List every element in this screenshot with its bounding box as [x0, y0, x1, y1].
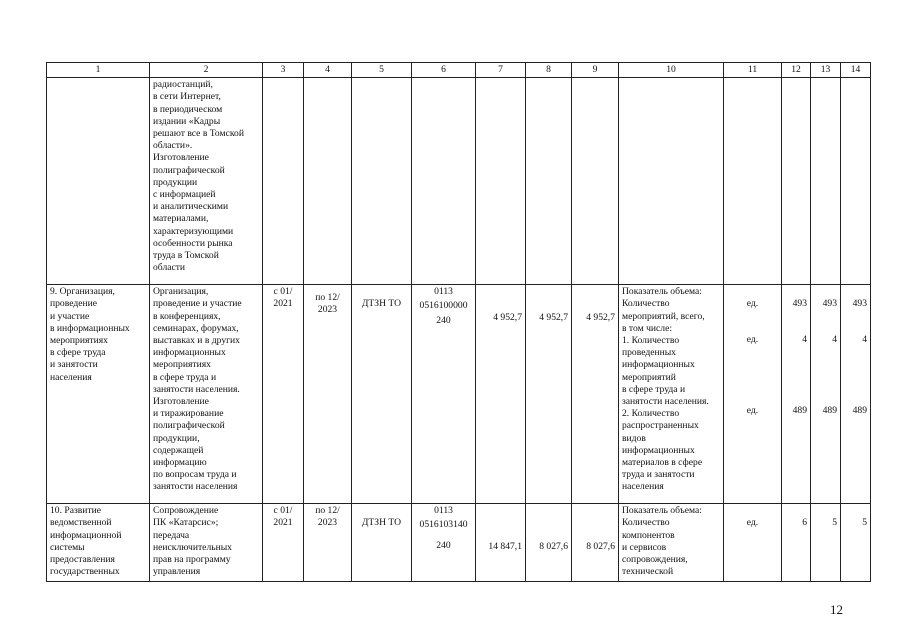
header-cell: 12 — [782, 63, 811, 78]
cell-amount-period — [572, 504, 619, 582]
budget-code-type: 240 — [436, 314, 451, 326]
header-cell: 5 — [352, 63, 412, 78]
cell-unit — [724, 504, 782, 582]
header-cell: 7 — [476, 63, 526, 78]
cell-budget-code — [412, 285, 476, 504]
budget-code-article: 0516100000 — [419, 300, 468, 312]
cell-executor — [352, 504, 412, 582]
cell-empty — [572, 78, 619, 285]
cell-executor — [352, 285, 412, 504]
value-text: 5 — [862, 517, 867, 529]
cell-value-col13 — [811, 285, 841, 504]
header-cell: 11 — [724, 63, 782, 78]
table-row-continued — [47, 78, 871, 285]
header-cell: 3 — [263, 63, 304, 78]
indicator-text-2: 2. Количество распространенных видов информационных материалов в сфере труда и занятости населения — [622, 408, 703, 493]
amount-period-text: 8 027,6 — [586, 541, 615, 553]
cell-empty — [724, 78, 782, 285]
page-number: 12 — [830, 602, 843, 617]
cell-unit — [724, 285, 782, 504]
cell-end-date: по 12/ 2023 — [304, 504, 352, 582]
value-text: 493 — [822, 298, 837, 310]
indicator-text-1: 1. Количество проведенных информационных мероприятий в сфере труда и занятости населения. — [622, 335, 709, 408]
cell-empty — [619, 78, 724, 285]
amount-year-text: 4 952,7 — [539, 312, 568, 324]
cell-end-date: по 12/ 2023 — [304, 285, 352, 504]
cell-description: Сопровождение ПК «Катарсис»; передача неисключительных прав на программу управления — [150, 504, 263, 582]
cell-description: Организация, проведение и участие в конференциях, семинарах, форумах, выставках и в других информационных мероприятиях в сфере труда и занятости населения. Изготовление и тиражирование полиграфической продукции, содержащей информацию по вопросам труда и занятости населения — [150, 285, 263, 504]
cell-amount-year — [526, 504, 572, 582]
cell-budget-code — [412, 504, 476, 582]
cell-empty — [476, 78, 526, 285]
cell-empty — [526, 78, 572, 285]
value-text: 489 — [852, 404, 867, 416]
cell-empty — [811, 78, 841, 285]
budget-code-section: 0113 — [434, 286, 453, 298]
cell-indicator — [619, 285, 724, 504]
unit-text: ед. — [746, 404, 759, 416]
header-cell: 13 — [811, 63, 841, 78]
table-row-10 — [47, 504, 871, 582]
amount-total-text: 14 847,1 — [488, 541, 522, 553]
cell-amount-year — [526, 285, 572, 504]
cell-value-col13 — [811, 504, 841, 582]
cell-indicator: Показатель объема: Количество компонентов и сервисов сопровождения, технической — [619, 504, 724, 582]
indicator-text-main: Показатель объема: Количество мероприятий, всего, в том числе: — [622, 286, 705, 334]
header-cell: 1 — [47, 63, 150, 78]
cell-empty — [412, 78, 476, 285]
cell-amount-period — [572, 285, 619, 504]
value-text: 493 — [792, 298, 807, 310]
table-row-9 — [47, 285, 871, 504]
executor-text: ДТЗН ТО — [361, 298, 402, 310]
cell-amount-total — [476, 504, 526, 582]
header-cell: 6 — [412, 63, 476, 78]
unit-text: ед. — [746, 334, 759, 346]
budget-code-section: 0113 — [434, 505, 453, 517]
cell-value-col14 — [841, 285, 871, 504]
amount-total-text: 4 952,7 — [493, 312, 522, 324]
value-text: 5 — [832, 517, 837, 529]
unit-text: ед. — [746, 517, 759, 529]
cell-measure-name: 9. Организация, проведение и участие в информационных мероприятиях в сфере труда и занятости населения — [47, 285, 150, 504]
amount-period-text: 4 952,7 — [586, 312, 615, 324]
value-text: 489 — [822, 404, 837, 416]
cell-empty — [304, 78, 352, 285]
header-cell: 10 — [619, 63, 724, 78]
cell-value-col12 — [782, 504, 811, 582]
budget-code-article: 0516103140 — [419, 519, 468, 531]
cell-empty — [263, 78, 304, 285]
cell-value-col12 — [782, 285, 811, 504]
document-table — [46, 62, 871, 582]
cell-empty — [352, 78, 412, 285]
header-cell: 2 — [150, 63, 263, 78]
cell-empty — [841, 78, 871, 285]
cell-description: радиостанций, в сети Интернет, в периодическом издании «Кадры решают все в Томской области». Изготовление полиграфической продукции с информацией и аналитическими материалами, характеризующими особенности рынка труда в Томской области — [150, 78, 263, 285]
cell-start-date: с 01/ 2021 — [263, 504, 304, 582]
value-text: 4 — [862, 334, 867, 346]
cell-empty — [782, 78, 811, 285]
value-text: 489 — [792, 404, 807, 416]
header-cell: 9 — [572, 63, 619, 78]
header-cell: 14 — [841, 63, 871, 78]
value-text: 4 — [802, 334, 807, 346]
cell-amount-total — [476, 285, 526, 504]
unit-text: ед. — [746, 298, 759, 310]
cell-measure-name: 10. Развитие ведомственной информационной системы предоставления государственных — [47, 504, 150, 582]
value-text: 493 — [852, 298, 867, 310]
cell-start-date: с 01/ 2021 — [263, 285, 304, 504]
value-text: 6 — [802, 517, 807, 529]
cell-value-col14 — [841, 504, 871, 582]
executor-text: ДТЗН ТО — [361, 517, 402, 529]
header-cell: 4 — [304, 63, 352, 78]
cell-empty — [47, 78, 150, 285]
table-header-row — [47, 63, 871, 78]
budget-code-type: 240 — [436, 539, 451, 551]
amount-year-text: 8 027,6 — [539, 541, 568, 553]
header-cell: 8 — [526, 63, 572, 78]
value-text: 4 — [832, 334, 837, 346]
